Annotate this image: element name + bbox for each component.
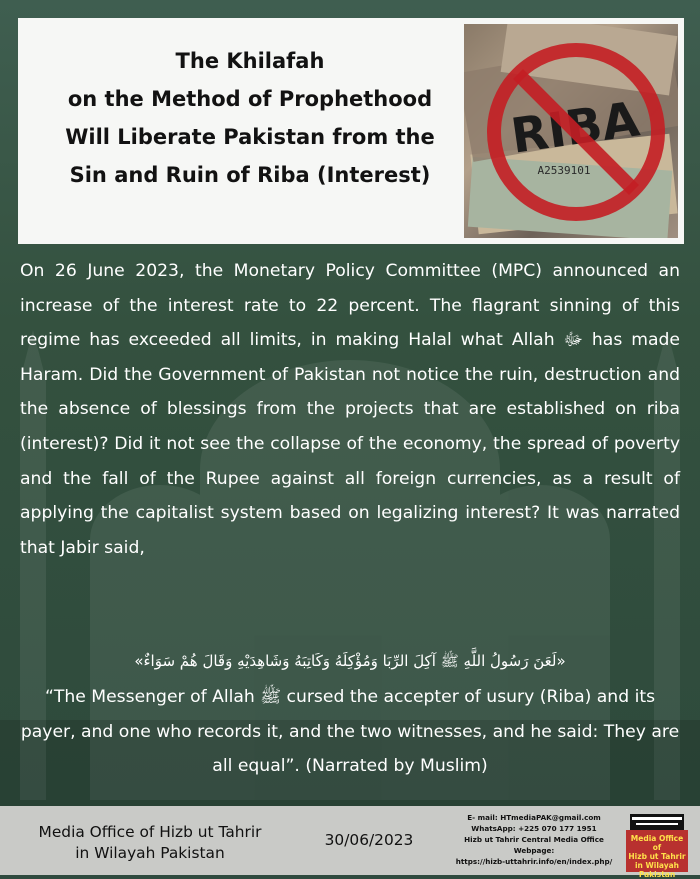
title-line: on the Method of Prophethood <box>67 87 433 111</box>
no-riba-image <box>464 24 678 238</box>
footer-date: 30/06/2023 <box>324 831 414 849</box>
contact-webpage-label: Hizb ut Tahrir Central Media Office Webpage: <box>464 835 604 855</box>
footer-contact <box>444 812 624 867</box>
office-line: in Wilayah Pakistan <box>75 844 225 862</box>
contact-webpage-link[interactable]: https://hizb-uttahrir.info/en/index.php/ <box>455 857 613 866</box>
footer-office-name <box>14 822 286 864</box>
logo-line: Media Office of <box>630 834 684 852</box>
english-hadith-quote: “The Messenger of Allah ﷺ cursed the accepter of usury (Riba) and its payer, and one who records it, and the two witnesses, and he said: They are all equal”. (Narrated by Muslim) <box>20 687 680 777</box>
logo-line: in Wilayah Pakistan <box>634 861 680 879</box>
title-line: Sin and Ruin of Riba (Interest) <box>69 163 431 187</box>
main-paragraph: On 26 June 2023, the Monetary Policy Committee (MPC) announced an increase of the interest rate to 22 percent. The flagrant sinning of this regime has exceeded all limits, in making Halal what Allah ﷻ has made Haram. Did the Government of Pakistan not notice the ruin, destruction and the absence of blessings from the projects that are established on riba (interest)? Did it not see the collapse of the economy, the spread of poverty and the fall of the Rupee against all foreign currencies, as a result of applying the capitalist system based on legalizing interest? It was narrated that Jabir said, <box>20 261 680 558</box>
title-line: The Khilafah <box>175 49 325 73</box>
title-line: Will Liberate Pakistan from the <box>65 125 435 149</box>
logo-line: Hizb ut Tahrir <box>628 852 686 861</box>
arabic-hadith: «لَعَنَ رَسُولُ اللَّهِ ﷺ آكِلَ الرِّبَا وَمُؤْكِلَهُ وَكَاتِبَهُ وَشَاهِدَيْهِ وَقَالَ هُمْ سَوَاءٌ» <box>134 652 566 670</box>
contact-whatsapp: WhatsApp: +225 070 177 1951 <box>471 824 597 833</box>
logo-text <box>628 834 686 879</box>
banknote-serial: A2539101 <box>537 164 591 177</box>
office-line: Media Office of Hizb ut Tahrir <box>38 823 262 841</box>
hizb-ut-tahrir-logo-icon <box>626 810 688 879</box>
header-box <box>18 18 684 244</box>
footer <box>0 806 700 879</box>
page-title <box>40 42 460 194</box>
contact-email[interactable]: E- mail: HTmediaPAK@gmail.com <box>467 813 601 822</box>
